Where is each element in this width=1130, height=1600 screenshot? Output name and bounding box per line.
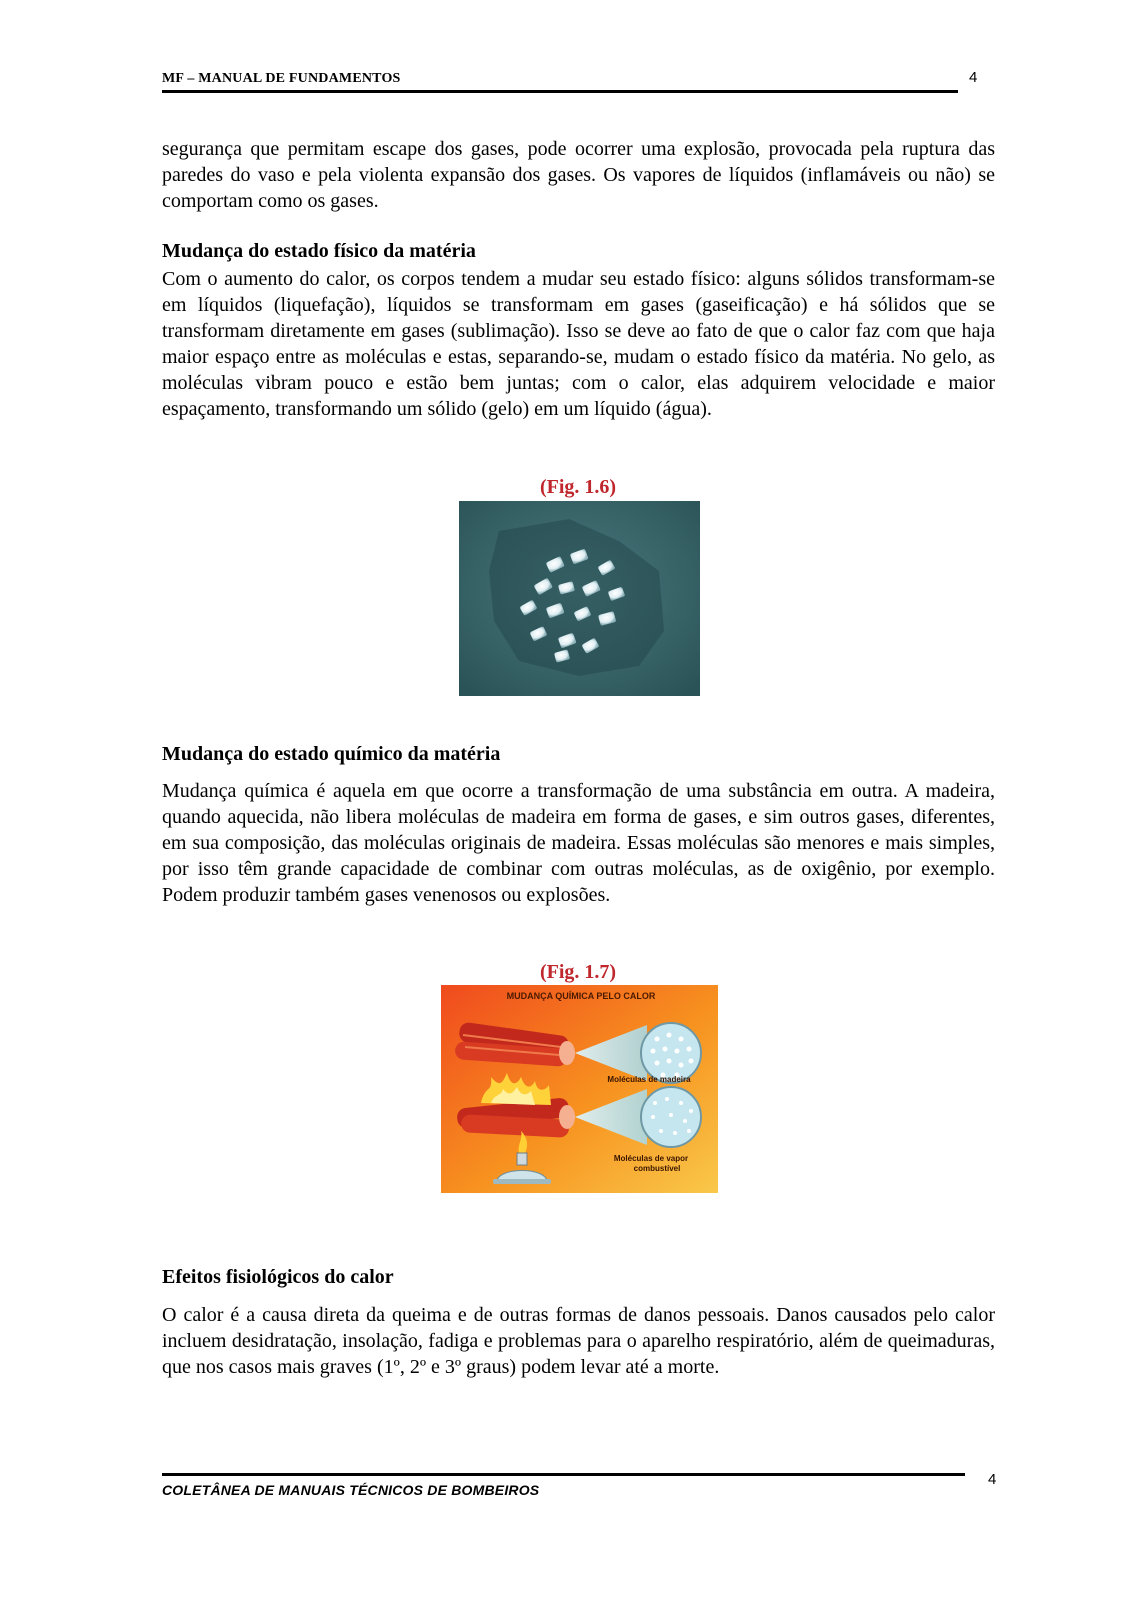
page-footer — [162, 1470, 997, 1500]
heading-physical-change: Mudança do estado físico da matéria — [162, 240, 476, 262]
paragraph-physiological-effects: O calor é a causa direta da queima e de outras formas de danos pessoais. Danos causados pelo calor incluem desidratação, insolação, fadiga e problemas para o aparelho respiratório, além de queimaduras, que nos casos mais graves (1º, 2º e 3º graus) podem levar até a morte. — [162, 1304, 995, 1378]
header-rule — [162, 90, 958, 93]
footer-title: COLETÂNEA DE MANUAIS TÉCNICOS DE BOMBEIROS — [162, 1482, 540, 1498]
intro-paragraph: segurança que permitam escape dos gases, pode ocorrer uma explosão, provocada pela ruptura das paredes do vaso e pela violenta expansão dos gases. Os vapores de líquidos (inflamáveis ou não) se comportam como os gases. — [162, 138, 995, 212]
footer-rule — [162, 1473, 965, 1476]
heading-chemical-change: Mudança do estado químico da matéria — [162, 743, 501, 765]
figure-1-6-caption: (Fig. 1.6) — [539, 476, 617, 498]
header-page-number: 4 — [969, 69, 978, 86]
page-header — [162, 69, 992, 93]
figure-1-7-chemical-change-image — [441, 985, 718, 1193]
figure-title: MUDANÇA QUÍMICA PELO CALOR — [506, 991, 656, 1001]
wood-molecules-circle — [641, 1023, 701, 1083]
label-wood-molecules: Moléculas de madeira — [607, 1075, 691, 1084]
figure-1-6-ice-image — [459, 501, 700, 696]
paragraph-physical-change: Com o aumento do calor, os corpos tendem a mudar seu estado físico: alguns sólidos transformam-se em líquidos (liquefação), líquidos se transformam em gases (gaseificação) e há sólidos que se transformam diretamente em gases (sublimação). Isso se deve ao fato de que o calor faz com que haja maior espaço entre as moléculas e estas, separando-se, mudam o estado físico da matéria. No gelo, as moléculas vibram pouco e estão bem juntas; com o calor, elas adquirem velocidade e maior espaçamento, transformando um sólido (gelo) em um líquido (água). — [162, 268, 995, 420]
label-vapor-molecules-line2: combustível — [633, 1164, 681, 1173]
figure-1-7-caption: (Fig. 1.7) — [539, 961, 617, 983]
label-vapor-molecules-line1: Moléculas de vapor — [613, 1154, 689, 1163]
header-title: MF – MANUAL DE FUNDAMENTOS — [162, 71, 401, 86]
paragraph-chemical-change: Mudança química é aquela em que ocorre a transformação de uma substância em outra. A madeira, quando aquecida, não libera moléculas de madeira em forma de gases, e sim outros gases, diferentes, em sua composição, das moléculas originais de madeira. Essas moléculas são menores e mais simples, por isso têm grande capacidade de combinar com outras moléculas, as de oxigênio, por exemplo. Podem produzir também gases venenosos ou explosões. — [162, 780, 995, 906]
footer-page-number: 4 — [988, 1471, 997, 1488]
heading-physiological-effects: Efeitos fisiológicos do calor — [162, 1266, 394, 1288]
